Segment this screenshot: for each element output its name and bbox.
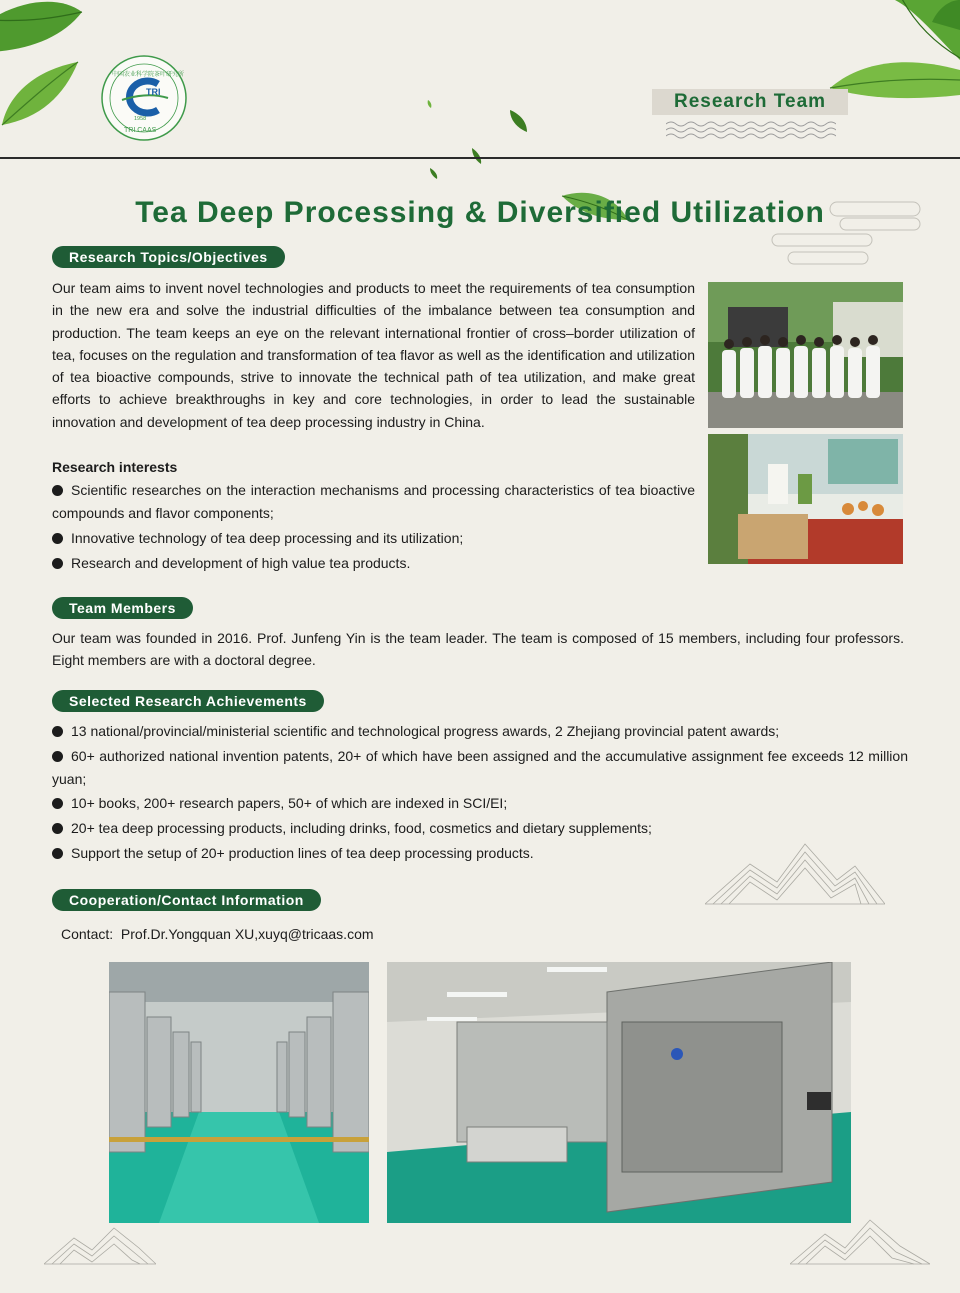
bullet-dot-icon xyxy=(52,751,63,762)
list-item: 60+ authorized national invention patents, 20+ of which have been assigned and the accumulative assignment fee exceeds 12 million yuan; xyxy=(52,748,908,787)
list-item: 20+ tea deep processing products, including drinks, food, cosmetics and dietary supplements; xyxy=(52,817,912,840)
product-display-photo xyxy=(708,434,903,564)
logo-year: 1958 xyxy=(134,116,147,122)
factory-tanks-photo xyxy=(109,962,369,1223)
research-team-tag: Research Team xyxy=(652,89,848,115)
bullet-dot-icon xyxy=(52,558,63,569)
mountain-lineart-icon xyxy=(44,1226,156,1266)
list-item: Support the setup of 20+ production lines of tea deep processing products. xyxy=(52,842,912,865)
mountain-lineart-icon xyxy=(705,842,885,908)
topics-paragraph: Our team aims to invent novel technologies and products to meet the requirements of tea consumption in the new era and solve the industrial difficulties of the imbalance between tea consumption and production. The team keeps an eye on the relevant international frontier of cross–border utilization of tea, focuses on the regulation and transformation of tea flavor as well as the identification and utilization of tea bioactive compounds, strive to innovate the technical path of tea utilization, and make great efforts to achieve breakthroughs in key and core technologies, in order to lead the sustainable innovation and development of tea deep processing industry in China. xyxy=(52,280,695,430)
logo-center-text: TRI xyxy=(146,87,161,97)
page-title: Tea Deep Processing & Diversified Utilization xyxy=(135,196,825,229)
small-leaves-icon xyxy=(410,40,540,180)
bullet-dot-icon xyxy=(52,726,63,737)
factory-equipment-photo xyxy=(387,962,851,1223)
tri-caas-logo-icon xyxy=(100,54,188,142)
research-interests-heading: Research interests xyxy=(52,459,178,475)
page-header xyxy=(0,0,960,158)
section-heading-contact: Cooperation/Contact Information xyxy=(52,889,321,911)
list-item: Scientific researches on the interaction mechanisms and processing characteristics of tea bioactive compounds and flavor components; xyxy=(52,482,695,521)
contact-line xyxy=(61,923,374,945)
list-item: 13 national/provincial/ministerial scientific and technological progress awards, 2 Zhejiang provincial patent awards; xyxy=(52,720,912,743)
logo-top-text: 中国农业科学院茶叶研究所 xyxy=(112,71,185,78)
team-photo xyxy=(708,282,903,428)
section-heading-achievements: Selected Research Achievements xyxy=(52,690,324,712)
list-item: Research and development of high value tea products. xyxy=(52,552,695,575)
bullet-dot-icon xyxy=(52,798,63,809)
section-heading-members: Team Members xyxy=(52,597,193,619)
bullet-dot-icon xyxy=(52,823,63,834)
tea-leaf-decoration-icon xyxy=(0,0,110,135)
mountain-lineart-icon xyxy=(790,1218,930,1266)
bullet-dot-icon xyxy=(52,485,63,496)
members-paragraph: Our team was founded in 2016. Prof. Junfeng Yin is the team leader. The team is composed of 15 members, including four professors. Eight members are with a doctoral degree. xyxy=(52,630,904,669)
list-item: Innovative technology of tea deep processing and its utilization; xyxy=(52,527,695,550)
contact-value[interactable]: Prof.Dr.Yongquan XU,xuyq@tricaas.com xyxy=(120,926,374,942)
bullet-dot-icon xyxy=(52,848,63,859)
section-heading-topics: Research Topics/Objectives xyxy=(52,246,285,268)
wave-lines-icon xyxy=(666,120,836,140)
logo-bottom-text: TRI CAAS xyxy=(124,127,157,134)
list-item: 10+ books, 200+ research papers, 50+ of which are indexed in SCI/EI; xyxy=(52,792,912,815)
header-divider xyxy=(0,157,960,159)
bullet-dot-icon xyxy=(52,533,63,544)
contact-label: Contact: xyxy=(61,926,114,942)
